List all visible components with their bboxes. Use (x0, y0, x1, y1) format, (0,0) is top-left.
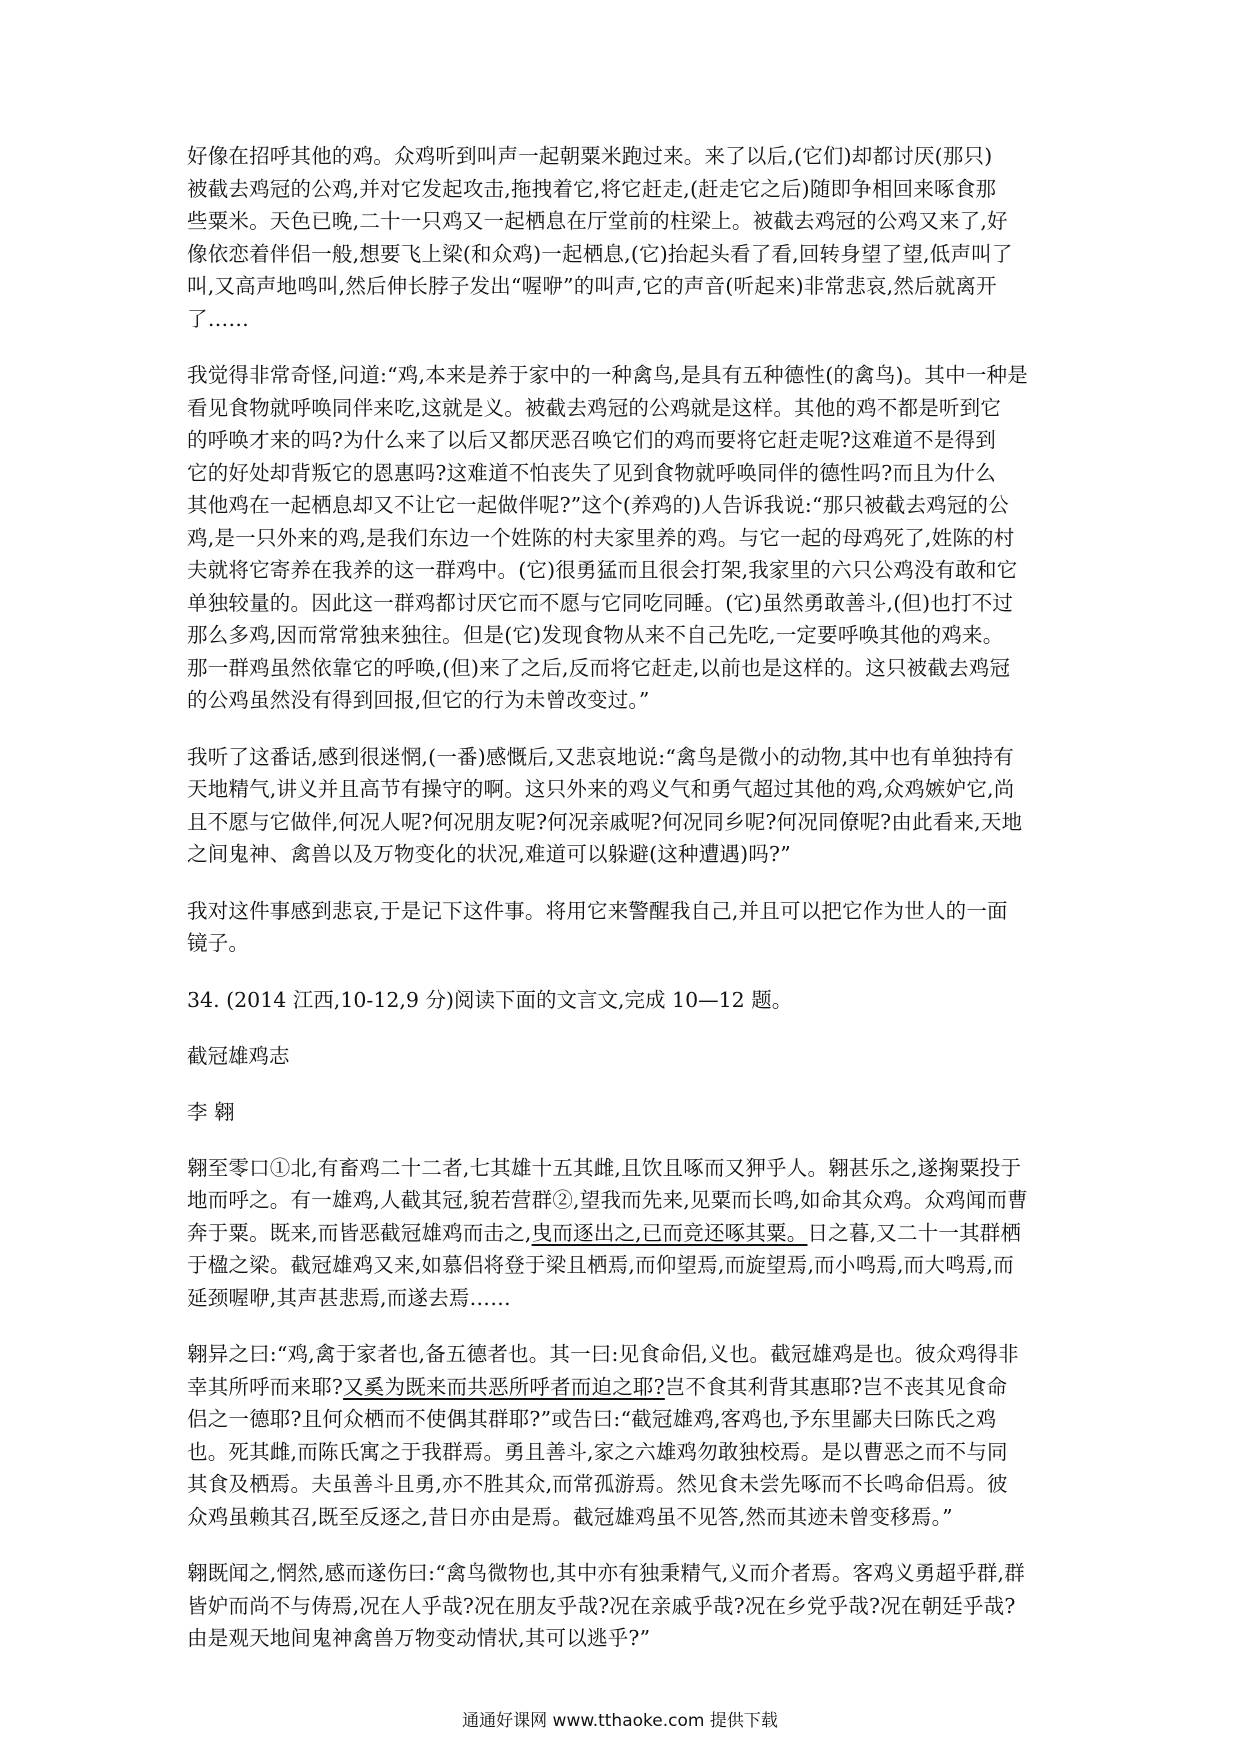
text-line: 翱异之曰:“鸡,禽于家者也,备五德者也。其一曰:见食命侣,义也。截冠雄鸡是也。彼众鸡得非 (187, 1342, 1019, 1366)
document-body (187, 140, 1069, 1655)
text-span: 日之暮,又二十一其群栖 (807, 1220, 1022, 1245)
text-line: 些粟米。天色已晚,二十一只鸡又一起栖息在厅堂前的柱梁上。被截去鸡冠的公鸡又来了,好 (187, 209, 1008, 233)
text-line: 由是观天地间鬼神禽兽万物变动情状,其可以逃乎?” (187, 1626, 651, 1650)
text-line: 其他鸡在一起栖息却又不让它一起做伴呢?”这个(养鸡的)人告诉我说:“那只被截去鸡冠的公 (187, 493, 1009, 517)
text-line: 看见食物就呼唤同伴来吃,这就是义。被截去鸡冠的公鸡就是这样。其他的鸡不都是听到它 (187, 395, 1002, 420)
text-line: 像依恋着伴侣一般,想要飞上梁(和众鸡)一起栖息,(它)抬起头看了看,回转身望了望,低声叫了 (187, 241, 1013, 266)
text-line: 翱既闻之,惘然,感而遂伤曰:“禽鸟微物也,其中亦有独秉精气,义而介者焉。客鸡义勇超乎群,群 (187, 1561, 1025, 1585)
text-line: 好像在招呼其他的鸡。众鸡听到叫声一起朝粟米跑过来。来了以后,(它们)却都讨厌(那只) (187, 144, 993, 168)
classical-paragraph-1 (187, 1152, 1069, 1315)
text-line: 的公鸡虽然没有得到回报,但它的行为未曾改变过。” (187, 688, 650, 712)
text-span: 幸其所呼而来耶? (187, 1374, 344, 1399)
text-line: 翱至零口①北,有畜鸡二十二者,七其雄十五其雌,且饮且啄而又狎乎人。翱甚乐之,遂掬粟投于 (187, 1155, 1022, 1180)
text-line: 其食及栖焉。夫虽善斗且勇,亦不胜其众,而常孤游焉。然见食未尝先啄而不长鸣命侣焉。彼 (187, 1472, 1008, 1496)
text-line: 之间鬼神、禽兽以及万物变化的状况,难道可以躲避(这种遭遇)吗?” (187, 842, 791, 866)
text-line: 那一群鸡虽然依靠它的呼唤,(但)来了之后,反而将它赶走,以前也是这样的。这只被截去鸡冠 (187, 655, 1011, 680)
underlined-sentence: 又奚为既来而共恶所呼者而迫之耶? (343, 1374, 665, 1399)
text-line: 镜子。 (187, 931, 250, 955)
text-line: 我觉得非常奇怪,问道:“鸡,本来是养于家中的一种禽鸟,是具有五种德性(的禽鸟)。其中一种是 (187, 363, 1028, 387)
classical-paragraph-2 (187, 1338, 1069, 1533)
text-line: 的呼唤才来的吗?为什么来了以后又都厌恶召唤它们的鸡而要将它赶走呢?这难道不是得到 (187, 428, 996, 452)
translation-paragraph-4 (187, 895, 1069, 960)
text-line: 我听了这番话,感到很迷惘,(一番)感慨后,又悲哀地说:“禽鸟是微小的动物,其中也有单独持有 (187, 744, 1014, 769)
text-line: 被截去鸡冠的公鸡,并对它发起攻击,拖拽着它,将它赶走,(赶走它之后)随即争相回来啄食那 (187, 176, 997, 201)
translation-paragraph-3 (187, 741, 1069, 871)
text-line: 天地精气,讲义并且高节有操守的啊。这只外来的鸡义气和勇气超过其他的鸡,众鸡嫉妒它,尚 (187, 777, 1015, 801)
text-line (187, 1217, 1069, 1250)
text-line: 地而呼之。有一雄鸡,人截其冠,貌若营群②,望我而先来,见粟而长鸣,如命其众鸡。众鸡闻而曹 (187, 1188, 1028, 1212)
text-line: 那么多鸡,因而常常独来独往。但是(它)发现食物从来不自己先吃,一定要呼唤其他的鸡来。 (187, 623, 1004, 647)
text-line: 皆妒而尚不与俦焉,况在人乎哉?况在朋友乎哉?况在亲戚乎哉?况在乡党乎哉?况在朝廷乎哉? (187, 1593, 1016, 1618)
text-line: 它的好处却背叛它的恩惠吗?这难道不怕丧失了见到食物就呼唤同伴的德性吗?而且为什么 (187, 460, 996, 485)
text-span: 岂不食其利背其惠耶?岂不丧其见食命 (664, 1374, 1008, 1399)
text-line: 侣之一德耶?且何众栖而不使偶其群耶?”或告曰:“截冠雄鸡,客鸡也,予东里鄙夫曰陈氏之鸡 (187, 1407, 997, 1431)
text-line (187, 1371, 1069, 1404)
underlined-sentence: 曳而逐出之,已而竞还啄其粟。 (531, 1220, 808, 1245)
text-span: 奔于粟。既来,而皆恶截冠雄鸡而击之, (187, 1220, 532, 1245)
text-line: 了…… (187, 306, 250, 331)
text-line: 也。死其雌,而陈氏寓之于我群焉。勇且善斗,家之六雄鸡勿敢独校焉。是以曹恶之而不与同 (187, 1439, 1008, 1464)
classical-paragraph-3 (187, 1557, 1069, 1655)
text-line: 叫,又高声地鸣叫,然后伸长脖子发出“喔咿”的叫声,它的声音(听起来)非常悲哀,然后就离开 (187, 274, 997, 298)
translation-paragraph-1 (187, 140, 1069, 335)
translation-paragraph-2 (187, 359, 1069, 717)
text-line: 我对这件事感到悲哀,于是记下这件事。将用它来警醒我自己,并且可以把它作为世人的一面 (187, 898, 1008, 923)
essay-author: 李 翱 (187, 1099, 235, 1124)
text-line: 且不愿与它做伴,何况人呢?何况朋友呢?何况亲戚呢?何况同乡呢?何况同僚呢?由此看来,天地 (187, 809, 1023, 834)
text-line: 延颈喔咿,其声甚悲焉,而遂去焉…… (187, 1285, 511, 1310)
text-line: 夫就将它寄养在我养的这一群鸡中。(它)很勇猛而且很会打架,我家里的六只公鸡没有敢和它 (187, 558, 1018, 582)
question-header: 34. (2014 江西,10-12,9 分)阅读下面的文言文,完成 10—12 题。 (187, 987, 793, 1012)
text-line: 鸡,是一只外来的鸡,是我们东边一个姓陈的村夫家里养的鸡。与它一起的母鸡死了,姓陈的村 (187, 525, 1015, 550)
text-line: 于楹之梁。截冠雄鸡又来,如慕侣将登于梁且栖焉,而仰望焉,而旋望焉,而小鸣焉,而大鸣焉,而 (187, 1253, 1014, 1277)
essay-title: 截冠雄鸡志 (187, 1043, 290, 1068)
text-line: 众鸡虽赖其召,既至反逐之,昔日亦由是焉。截冠雄鸡虽不见答,然而其迹未曾变移焉。” (187, 1504, 953, 1529)
page-footer: 通通好课网 www.tthaoke.com 提供下载 (462, 1711, 778, 1731)
text-line: 单独较量的。因此这一群鸡都讨厌它而不愿与它同吃同睡。(它)虽然勇敢善斗,(但)也打不过 (187, 590, 1014, 615)
